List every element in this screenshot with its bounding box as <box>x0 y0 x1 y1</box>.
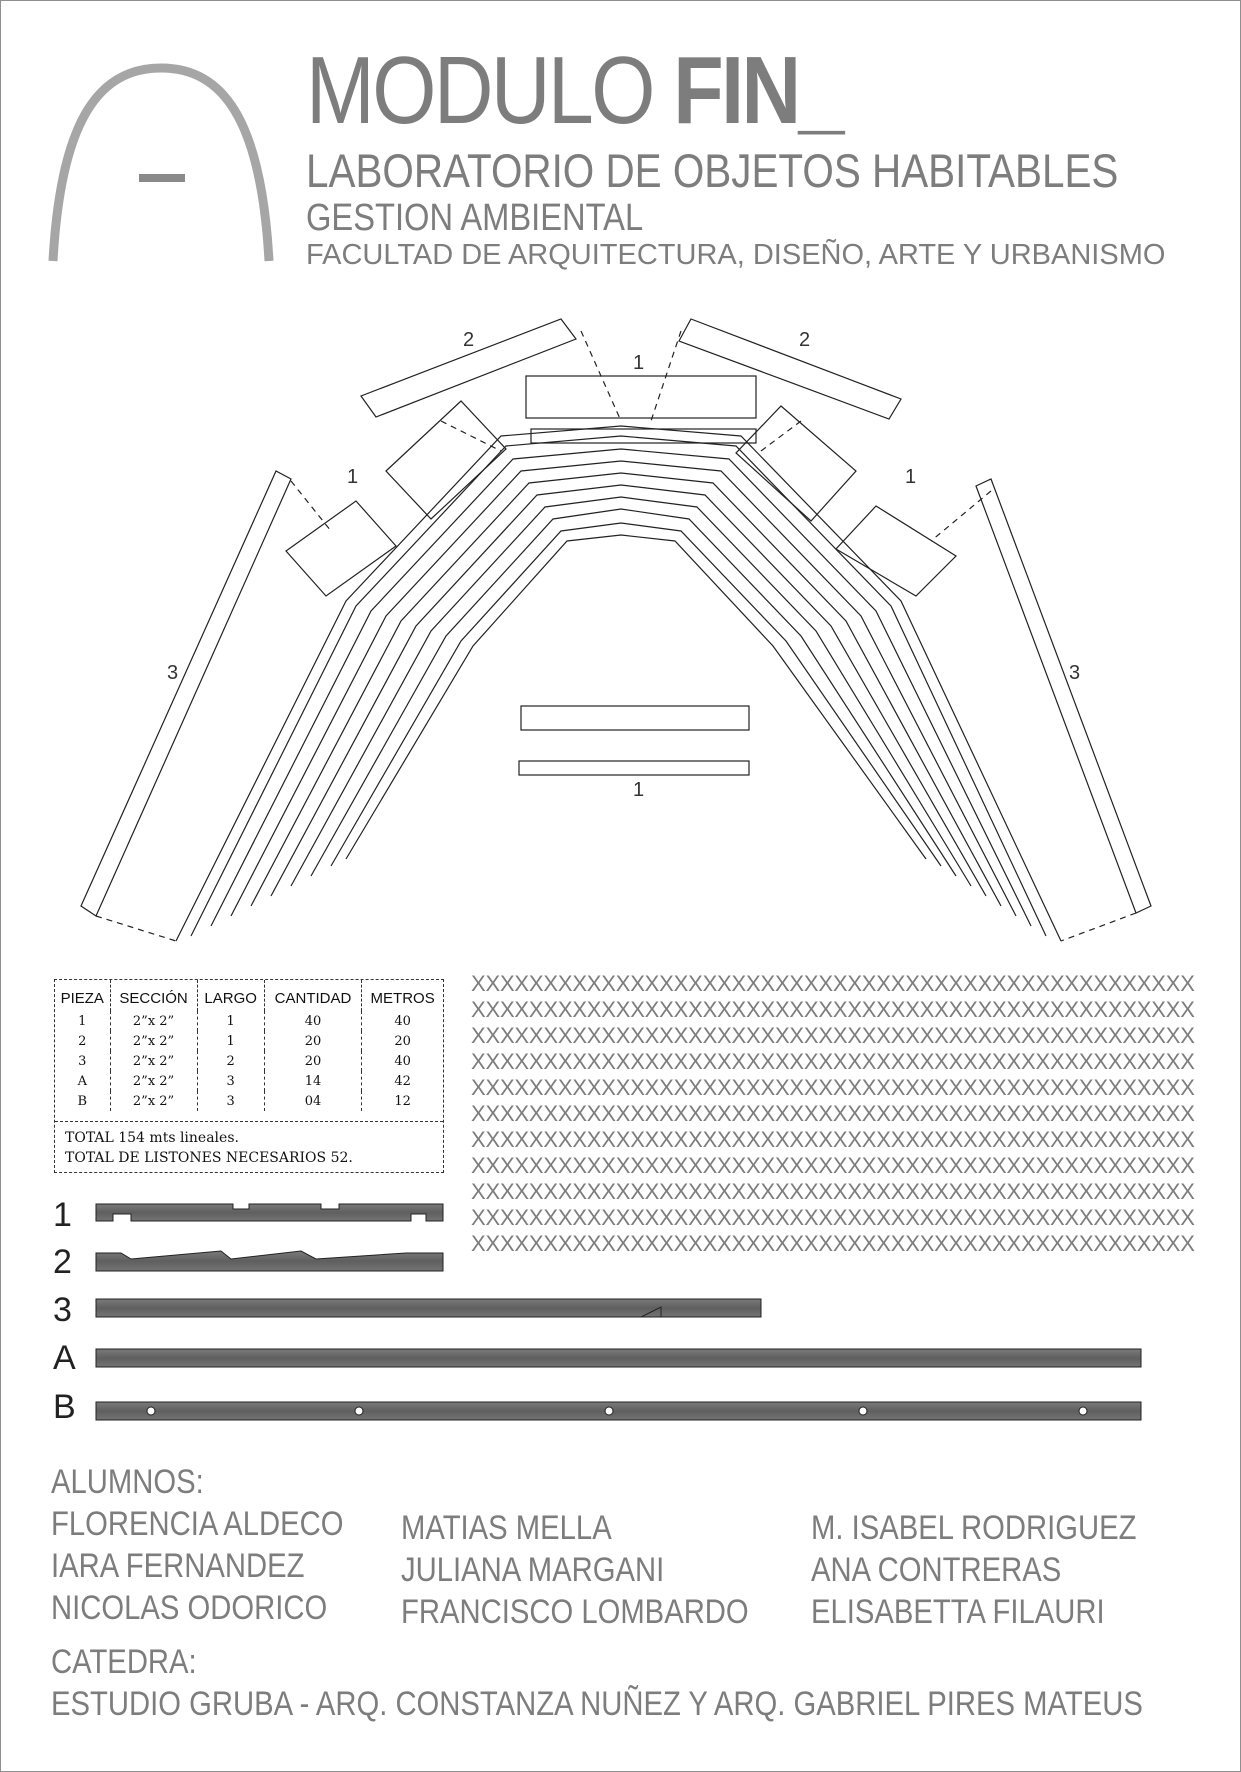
piece-label: A <box>53 1339 76 1377</box>
x-pattern-row: XXXXXXXXXXXXXXXXXXXXXXXXXXXXXXXXXXXXXXXXXXXXXXXXXX <box>471 1179 1195 1204</box>
table-row: 3 2”x 2” 2 20 40 <box>55 1051 443 1071</box>
drawing-label: 1 <box>905 466 917 488</box>
piece-label: 3 <box>53 1291 72 1329</box>
total-meters: TOTAL 154 mts lineales. <box>65 1130 239 1146</box>
piece-1-right-upper <box>736 406 856 521</box>
student-name: NICOLAS ODORICO <box>51 1589 328 1627</box>
piece-label: 2 <box>53 1243 72 1281</box>
students-heading: ALUMNOS: <box>51 1463 204 1501</box>
col-header: LARGO <box>197 980 264 1011</box>
profile-b <box>96 1402 1141 1420</box>
profile-a <box>96 1349 1141 1367</box>
piece-label: B <box>53 1388 76 1426</box>
piece-label: 1 <box>53 1196 72 1234</box>
piece-1-right-lower <box>836 506 956 596</box>
x-pattern-row: XXXXXXXXXXXXXXXXXXXXXXXXXXXXXXXXXXXXXXXXXXXXXXXXXX <box>471 1127 1195 1152</box>
table-row: 1 2”x 2” 1 40 40 <box>55 1011 443 1031</box>
drawing-label: 1 <box>633 779 645 801</box>
x-pattern-row: XXXXXXXXXXXXXXXXXXXXXXXXXXXXXXXXXXXXXXXXXXXXXXXXXX <box>471 997 1195 1022</box>
x-pattern-row: XXXXXXXXXXXXXXXXXXXXXXXXXXXXXXXXXXXXXXXXXXXXXXXXXX <box>471 1101 1195 1126</box>
student-name: MATIAS MELLA <box>401 1509 612 1547</box>
table-divider <box>55 1121 443 1122</box>
col-header: METROS <box>370 990 435 1007</box>
arch-ribs <box>176 426 1061 941</box>
drawing-label: 3 <box>1069 662 1081 684</box>
profile-3 <box>96 1299 761 1317</box>
chair-names: ESTUDIO GRUBA - ARQ. CONSTANZA NUÑEZ Y ARQ. GABRIEL PIRES MATEUS <box>51 1685 1143 1723</box>
piece-3-left <box>81 471 291 916</box>
x-pattern-row: XXXXXXXXXXXXXXXXXXXXXXXXXXXXXXXXXXXXXXXXXXXXXXXXXX <box>471 1049 1195 1074</box>
student-name: ELISABETTA FILAURI <box>811 1593 1105 1631</box>
piece-profiles <box>1 1191 1241 1431</box>
x-pattern-row: XXXXXXXXXXXXXXXXXXXXXXXXXXXXXXXXXXXXXXXXXXXXXXXXXX <box>471 971 1195 996</box>
x-pattern-row: XXXXXXXXXXXXXXXXXXXXXXXXXXXXXXXXXXXXXXXXXXXXXXXXXX <box>471 1075 1195 1100</box>
lab-subtitle: LABORATORIO DE OBJETOS HABITABLES <box>306 144 1119 197</box>
profile-1 <box>96 1204 443 1221</box>
drawing-label: 1 <box>347 466 359 488</box>
x-pattern-row: XXXXXXXXXXXXXXXXXXXXXXXXXXXXXXXXXXXXXXXXXXXXXXXXXX <box>471 1231 1195 1256</box>
arch-logo <box>41 56 281 266</box>
faculty-subtitle: FACULTAD DE ARQUITECTURA, DISEÑO, ARTE Y URBANISMO <box>306 239 1166 271</box>
piece-2-right <box>679 319 901 419</box>
student-name: IARA FERNANDEZ <box>51 1547 305 1585</box>
x-pattern-row: XXXXXXXXXXXXXXXXXXXXXXXXXXXXXXXXXXXXXXXXXXXXXXXXXX <box>471 1205 1195 1230</box>
x-pattern-row: XXXXXXXXXXXXXXXXXXXXXXXXXXXXXXXXXXXXXXXXXXXXXXXXXX <box>471 1153 1195 1178</box>
materials-table <box>54 979 444 1173</box>
drawing-label: 2 <box>799 329 811 351</box>
student-name: FRANCISCO LOMBARDO <box>401 1593 749 1631</box>
exploded-assembly-drawing <box>1 301 1241 961</box>
piece-1-center <box>519 706 749 775</box>
total-listones: TOTAL DE LISTONES NECESARIOS 52. <box>65 1150 353 1166</box>
col-header: CANTIDAD <box>264 980 362 1011</box>
col-header: SECCIÓN <box>110 980 197 1011</box>
student-name: JULIANA MARGANI <box>401 1551 665 1589</box>
student-name: ANA CONTRERAS <box>811 1551 1062 1589</box>
profile-2 <box>96 1251 443 1271</box>
course-subtitle: GESTION AMBIENTAL <box>306 197 644 239</box>
col-header: PIEZA <box>55 980 110 1011</box>
drawing-label: 2 <box>463 329 475 351</box>
student-name: FLORENCIA ALDECO <box>51 1505 344 1543</box>
table-row: 2 2”x 2” 1 20 20 <box>55 1031 443 1051</box>
page-title: MODULO FIN_ <box>306 37 842 144</box>
chair-heading: CATEDRA: <box>51 1643 197 1681</box>
drawing-label: 1 <box>633 352 645 374</box>
x-pattern-row: XXXXXXXXXXXXXXXXXXXXXXXXXXXXXXXXXXXXXXXXXXXXXXXXXX <box>471 1023 1195 1048</box>
drawing-label: 3 <box>167 662 179 684</box>
piece-1-top <box>526 376 756 443</box>
student-name: M. ISABEL RODRIGUEZ <box>811 1509 1137 1547</box>
table-row: B 2”x 2” 3 04 12 <box>55 1091 443 1111</box>
piece-1-left-upper <box>386 401 506 519</box>
piece-3-right <box>976 479 1151 913</box>
table-row: A 2”x 2” 3 14 42 <box>55 1071 443 1091</box>
